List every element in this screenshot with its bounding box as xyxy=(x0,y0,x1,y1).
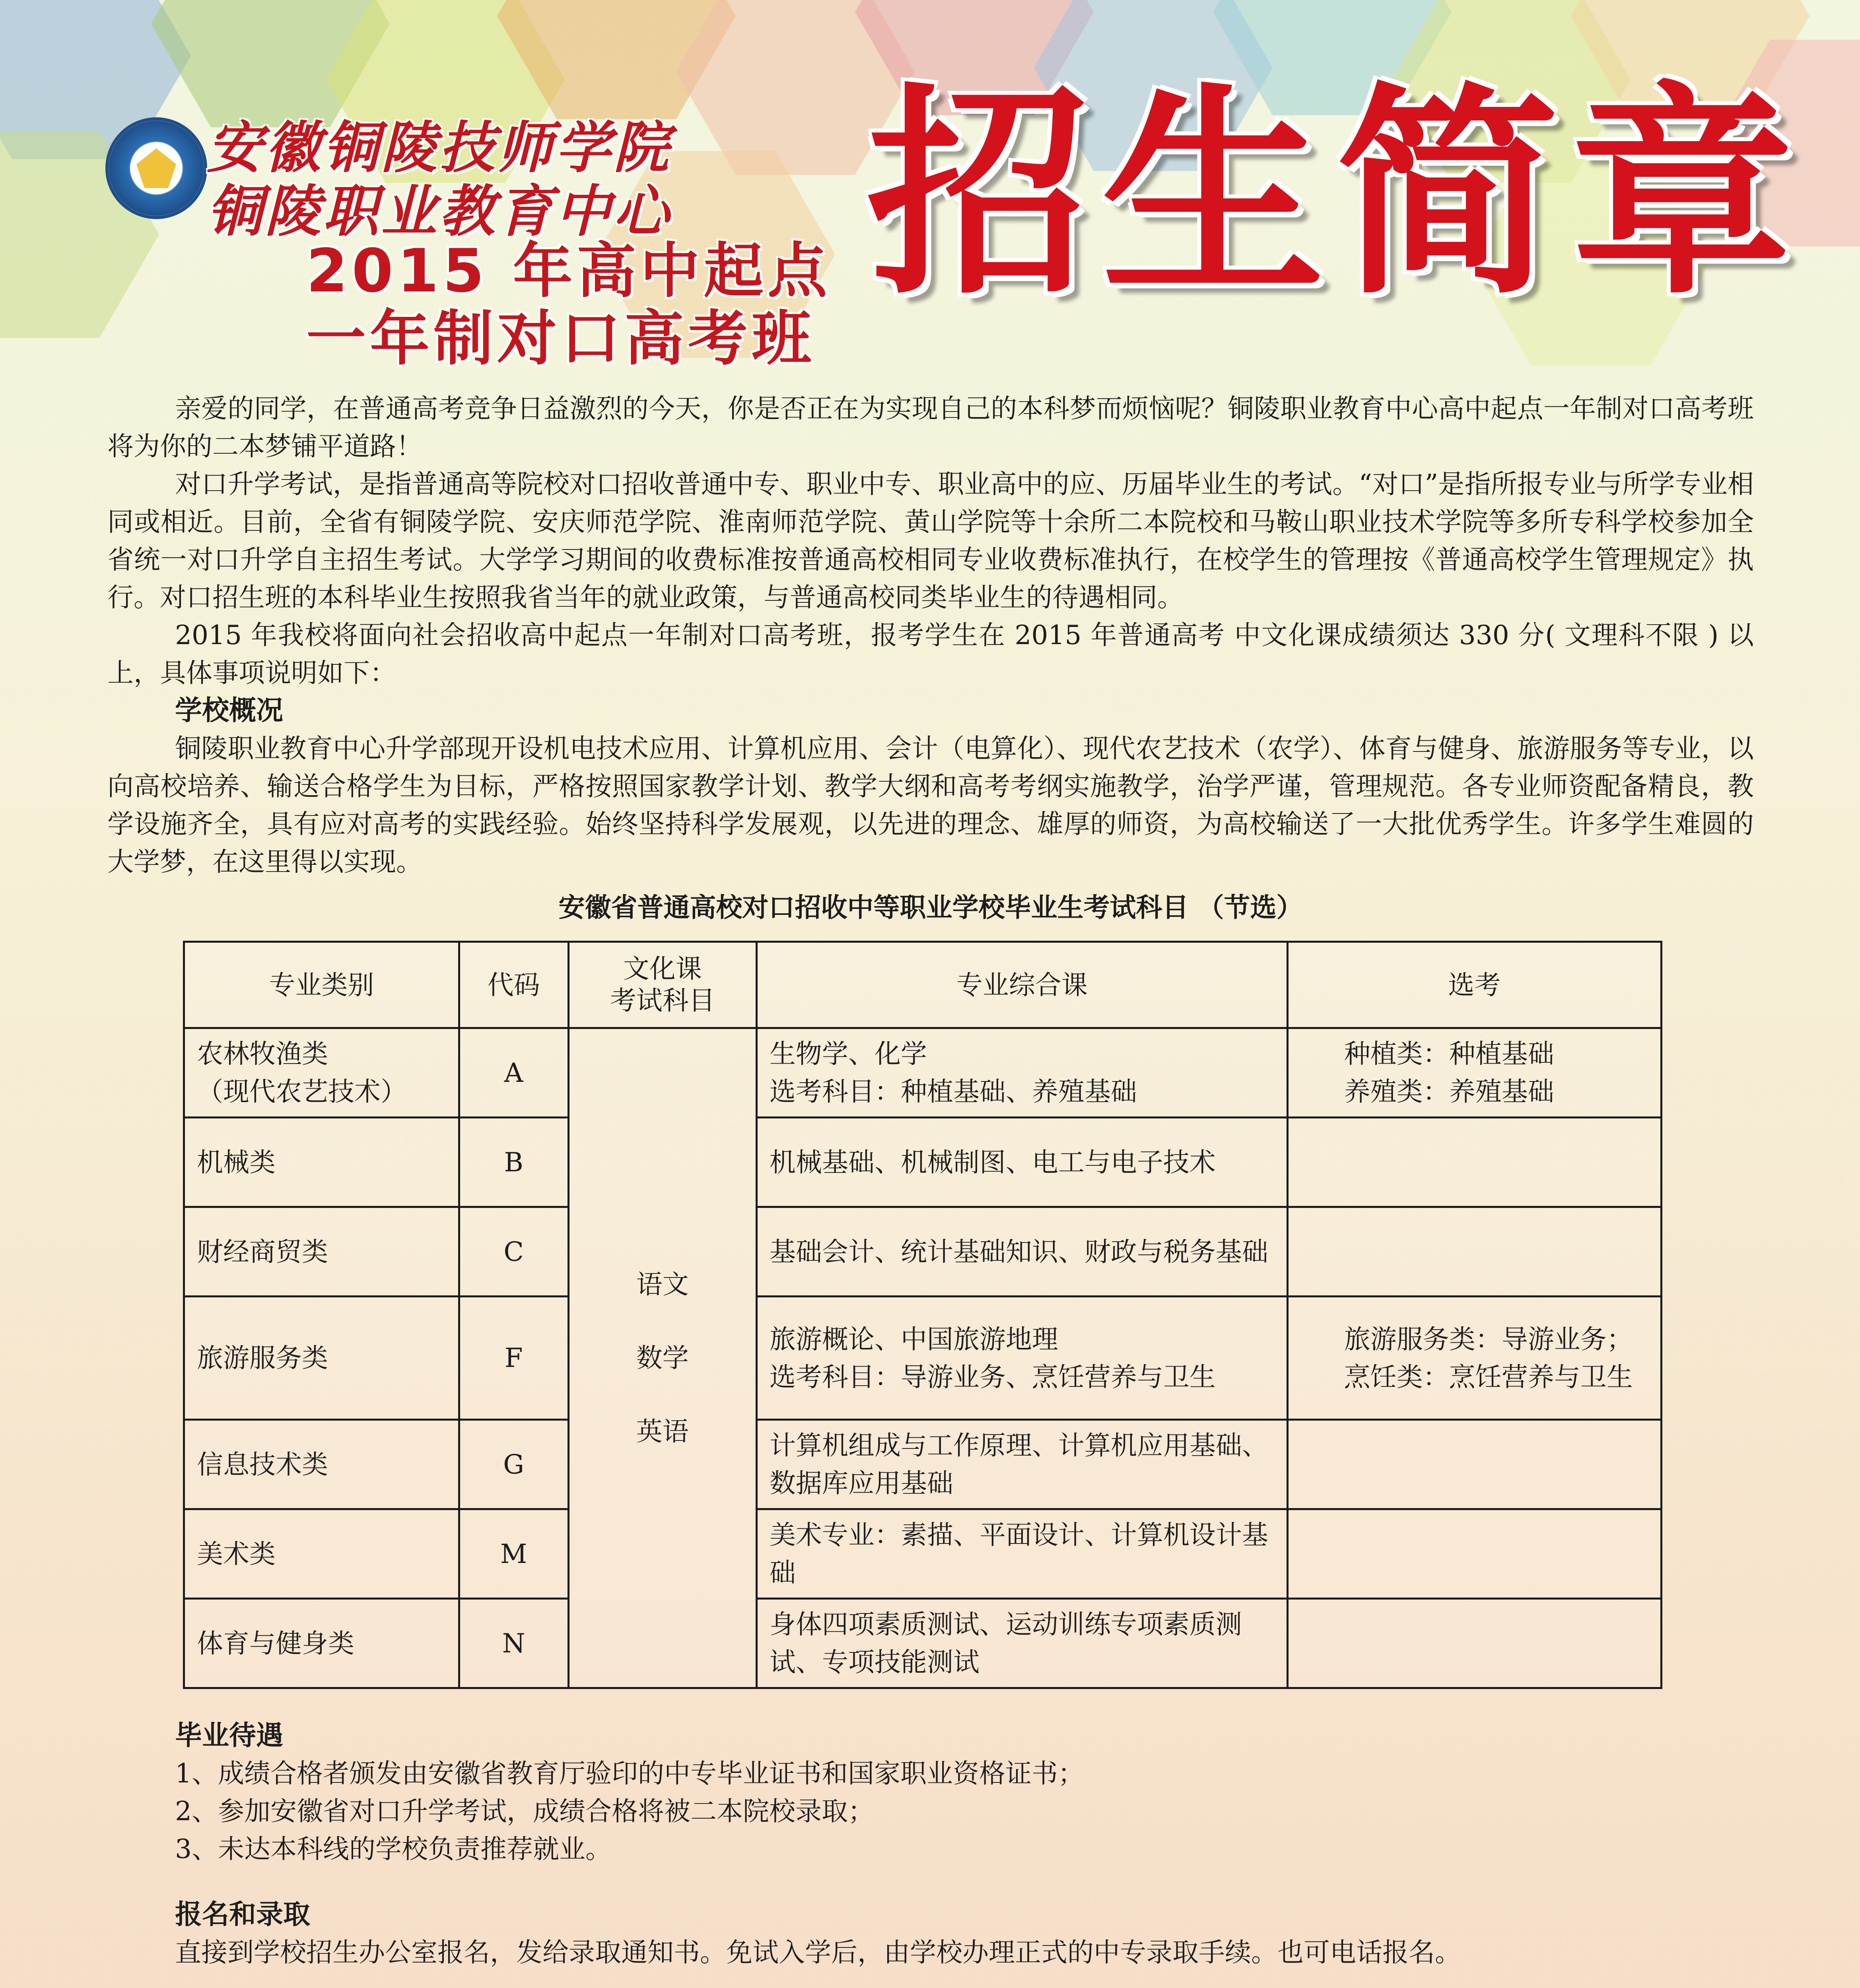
culture-subjects-cell xyxy=(568,1028,756,1688)
header-elective: 选考 xyxy=(1287,942,1661,1028)
school-logo xyxy=(105,117,207,219)
culture-subject: 语文 xyxy=(636,1269,689,1300)
code-cell: N xyxy=(459,1599,568,1688)
code-cell: B xyxy=(459,1118,568,1207)
table-row xyxy=(184,1599,1662,1688)
comprehensive-cell: 计算机组成与工作原理、计算机应用基础、数据库应用基础 xyxy=(756,1420,1287,1509)
header-culture: 文化课 考试科目 xyxy=(568,942,756,1028)
table-row xyxy=(184,1420,1662,1509)
category-cell: 旅游服务类 xyxy=(184,1297,459,1420)
table-row xyxy=(184,1509,1662,1599)
graduation-item: 1、成绩合格者颁发由安徽省教育厅验印的中专毕业证书和国家职业资格证书； xyxy=(175,1758,1084,1789)
culture-subject: 数学 xyxy=(636,1343,689,1373)
graduation-item: 2、参加安徽省对口升学考试，成绩合格将被二本院校录取； xyxy=(175,1796,874,1827)
header-code: 代码 xyxy=(459,942,568,1028)
graduation-item: 3、未达本科线的学校负责推荐就业。 xyxy=(175,1834,612,1864)
header-category: 专业类别 xyxy=(184,942,459,1028)
code-cell: G xyxy=(459,1420,568,1509)
graduation-heading: 毕业待遇 xyxy=(175,1720,284,1751)
culture-subject: 英语 xyxy=(636,1416,689,1447)
main-title: 招生简章 xyxy=(867,65,1806,324)
elective-cell xyxy=(1287,1509,1661,1599)
main-content xyxy=(107,390,1754,1988)
enrollment-text: 直接到学校招生办公室报名，发给录取通知书。免试入学后，由学校办理正式的中专录取手续。也可电话报名。 xyxy=(175,1937,1461,1968)
category-cell: 体育与健身类 xyxy=(184,1599,459,1688)
header-comprehensive: 专业综合课 xyxy=(756,942,1287,1028)
intro-paragraph-1: 亲爱的同学，在普通高考竞争日益激烈的今天，你是否正在为实现自己的本科梦而烦恼呢？铜陵职业教育中心高中起点一年制对口高考班将为你的二本梦铺平道路！ xyxy=(107,393,1754,462)
comprehensive-cell: 基础会计、统计基础知识、财政与税务基础 xyxy=(756,1207,1287,1297)
category-cell: 农林牧渔类 （现代农艺技术） xyxy=(184,1028,459,1118)
elective-cell xyxy=(1287,1599,1661,1688)
intro-paragraph-2: 对口升学考试，是指普通高等院校对口招收普通中专、职业中专、职业高中的应、历届毕业生的考试。“对口”是指所报专业与所学专业相同或相近。目前，全省有铜陵学院、安庆师范学院、淮南师范学院、黄山学院等十余所二本院校和马鞍山职业技术学院等多所专科学校参加全省统一对口升学自主招生考试。大学学习期间的收费标准按普通高校相同专业收费标准执行，在校学生的管理按《普通高校学生管理规定》执行。对口招生班的本科毕业生按照我省当年的就业政策，与普通高校同类毕业生的待遇相同。 xyxy=(107,469,1754,613)
table-header-row xyxy=(184,942,1662,1028)
overview-heading: 学校概况 xyxy=(175,695,284,726)
school-name-2: 铜陵职业教育中心 xyxy=(207,179,672,244)
code-cell: C xyxy=(459,1207,568,1297)
class-title-2: 一年制对口高考班 xyxy=(306,304,816,373)
school-name-1: 安徽铜陵技师学院 xyxy=(207,115,672,181)
comprehensive-cell: 生物学、化学 选考科目：种植基础、养殖基础 xyxy=(756,1028,1287,1118)
table-row xyxy=(184,1207,1662,1297)
category-cell: 机械类 xyxy=(184,1118,459,1207)
category-cell: 美术类 xyxy=(184,1509,459,1599)
overview-text: 铜陵职业教育中心升学部现开设机电技术应用、计算机应用、会计（电算化）、现代农艺技术（农学）、体育与健身、旅游服务等专业，以向高校培养、输送合格学生为目标，严格按照国家教学计划、教学大纲和高考考纲实施教学，治学严谨，管理规范。各专业师资配备精良，教学设施齐全，具有应对高考的实践经验。始终坚持科学发展观，以先进的理念、雄厚的师资，为高校输送了一大批优秀学生。许多学生难圆的大学梦，在这里得以实现。 xyxy=(107,733,1754,877)
table-row xyxy=(184,1028,1662,1118)
elective-cell xyxy=(1287,1207,1661,1297)
exam-subjects-table xyxy=(183,941,1662,1689)
class-title-1: 2015 年高中起点 xyxy=(306,237,831,306)
code-cell: F xyxy=(459,1297,568,1420)
elective-cell xyxy=(1287,1420,1661,1509)
table-title: 安徽省普通高校对口招收中等职业学校毕业生考试科目 （节选） xyxy=(558,892,1303,923)
comprehensive-cell: 旅游概论、中国旅游地理 选考科目：导游业务、烹饪营养与卫生 xyxy=(756,1297,1287,1420)
enrollment-heading: 报名和录取 xyxy=(175,1899,311,1930)
elective-cell: 旅游服务类：导游业务；烹饪类：烹饪营养与卫生 xyxy=(1287,1297,1661,1420)
elective-cell: 种植类：种植基础 养殖类：养殖基础 xyxy=(1287,1028,1661,1118)
code-cell: A xyxy=(459,1028,568,1118)
intro-paragraph-3: 2015 年我校将面向社会招收高中起点一年制对口高考班，报考学生在 2015 年普通高考 中文化课成绩须达 330 分( 文理科不限 ) 以上，具体事项说明如下： xyxy=(107,620,1754,688)
category-cell: 信息技术类 xyxy=(184,1420,459,1509)
code-cell: M xyxy=(459,1509,568,1599)
table-row xyxy=(184,1118,1662,1207)
logo-emblem-icon xyxy=(136,148,176,188)
category-cell: 财经商贸类 xyxy=(184,1207,459,1297)
comprehensive-cell: 身体四项素质测试、运动训练专项素质测试、专项技能测试 xyxy=(756,1599,1287,1688)
elective-cell xyxy=(1287,1118,1661,1207)
comprehensive-cell: 美术专业：素描、平面设计、计算机设计基础 xyxy=(756,1509,1287,1599)
comprehensive-cell: 机械基础、机械制图、电工与电子技术 xyxy=(756,1118,1287,1207)
table-row xyxy=(184,1297,1662,1420)
